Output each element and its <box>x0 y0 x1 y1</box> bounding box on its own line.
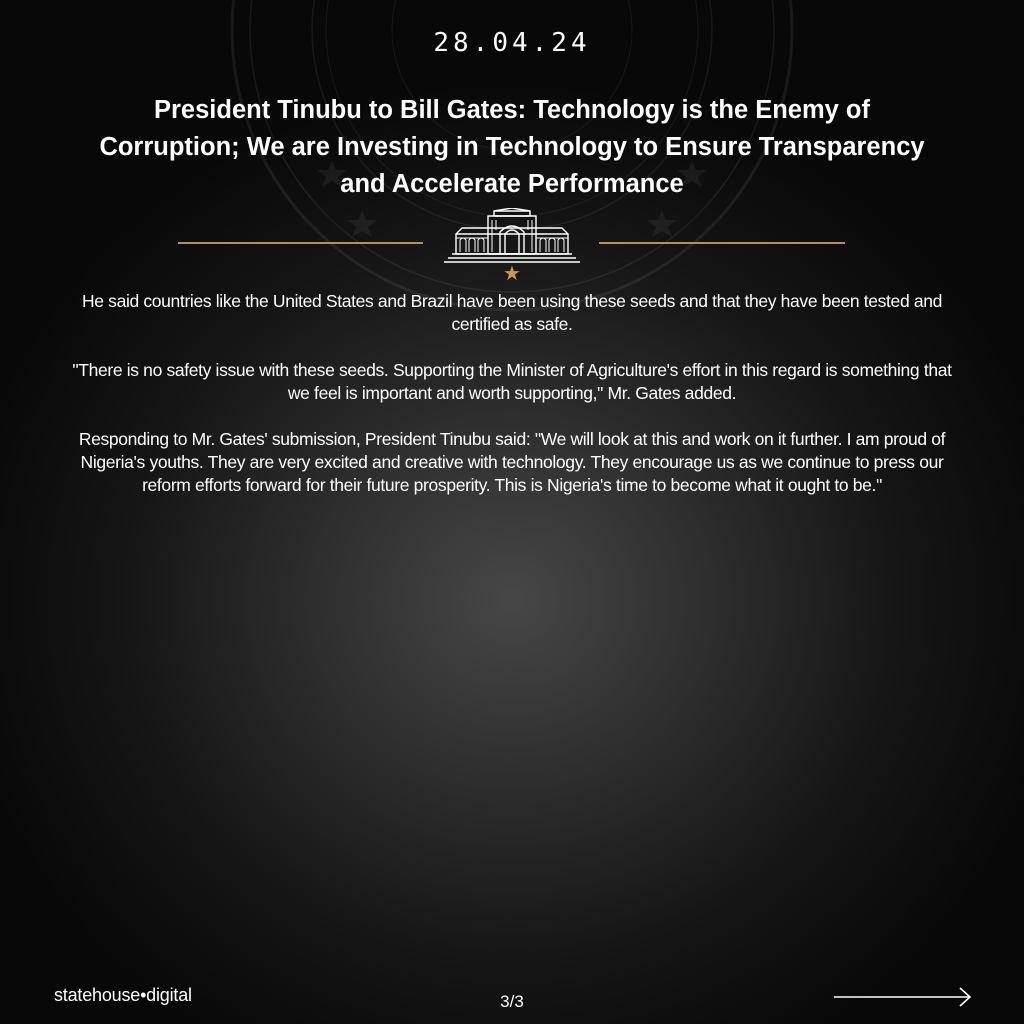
gold-star-icon: ★ <box>503 261 521 285</box>
divider-right-line <box>599 242 845 244</box>
state-house-building-icon <box>442 208 582 264</box>
post-paragraph-3: Responding to Mr. Gates' submission, President Tinubu said: "We will look at this and work on it further. I am proud of Nigeria's youths. They are very excited and creative with technology. They encourage us as we continue to press our reform efforts forward for their future prosperity. This is Nigeria's time to become what it ought to be." <box>78 429 946 495</box>
brand-logo-text: statehouse•digital <box>54 985 192 1005</box>
post-body <box>62 290 962 520</box>
arrow-right-icon[interactable] <box>832 986 974 1008</box>
post-headline: President Tinubu to Bill Gates: Technology is the Enemy of Corruption; We are Investing in Technology to Ensure Transparency and Accelerate Performance <box>99 96 925 198</box>
post-paragraph-1: He said countries like the United States and Brazil have been using these seeds and that they have been tested and certified as safe. <box>81 291 942 334</box>
divider-left-line <box>178 242 423 244</box>
page-indicator: 3/3 <box>500 992 524 1011</box>
post-date: 28.04.24 <box>433 28 591 58</box>
post-paragraph-2: "There is no safety issue with these seeds. Supporting the Minister of Agriculture's effort in this regard is something that we feel is important and worth supporting," Mr. Gates added. <box>72 360 952 403</box>
